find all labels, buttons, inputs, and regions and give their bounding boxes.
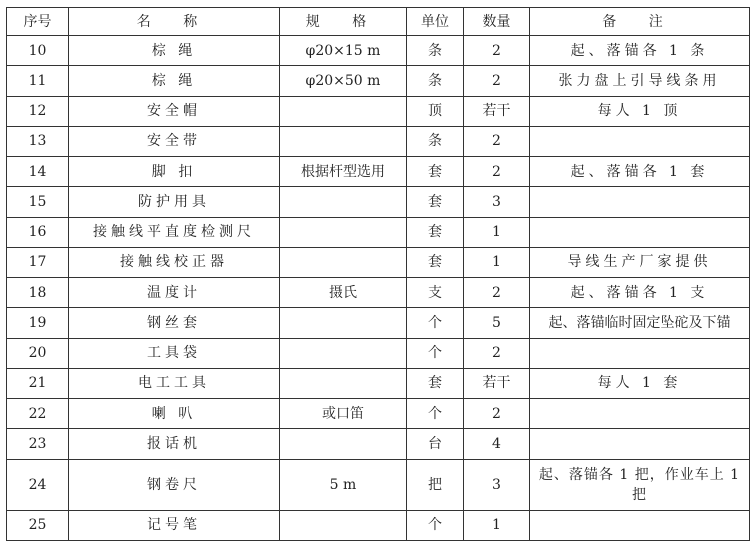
cell-unit: 套: [407, 247, 464, 277]
cell-no: 21: [7, 368, 69, 398]
cell-unit: 支: [407, 278, 464, 308]
cell-spec: [280, 126, 407, 156]
cell-note: [530, 510, 750, 540]
cell-qty: 2: [464, 126, 530, 156]
table-row: [7, 187, 750, 217]
cell-note: [530, 429, 750, 459]
cell-spec: [280, 429, 407, 459]
header-qty: 数量: [464, 8, 530, 36]
table-row: [7, 429, 750, 459]
cell-no: 15: [7, 187, 69, 217]
cell-note: [530, 126, 750, 156]
cell-no: 23: [7, 429, 69, 459]
table-row: [7, 66, 750, 96]
header-row: [7, 8, 750, 36]
table-row: [7, 126, 750, 156]
cell-no: 25: [7, 510, 69, 540]
cell-note: [530, 338, 750, 368]
cell-name: 钢卷尺: [69, 459, 280, 510]
cell-name: 温度计: [69, 278, 280, 308]
header-no: 序号: [7, 8, 69, 36]
table-row: [7, 510, 750, 540]
cell-qty: 3: [464, 459, 530, 510]
cell-no: 17: [7, 247, 69, 277]
cell-name: 棕 绳: [69, 36, 280, 66]
cell-note: [530, 217, 750, 247]
cell-name: 安全带: [69, 126, 280, 156]
equipment-table: [6, 7, 750, 541]
cell-spec: 根据杆型选用: [280, 157, 407, 187]
cell-qty: 若干: [464, 96, 530, 126]
cell-note: 起、落锚临时固定坠砣及下锚: [530, 308, 750, 338]
cell-note: 起、落锚各 1 套: [530, 157, 750, 187]
cell-spec: [280, 96, 407, 126]
cell-name: 记号笔: [69, 510, 280, 540]
cell-name: 喇 叭: [69, 399, 280, 429]
cell-spec: [280, 217, 407, 247]
table-row: [7, 36, 750, 66]
cell-unit: 顶: [407, 96, 464, 126]
cell-unit: 套: [407, 217, 464, 247]
cell-unit: 个: [407, 308, 464, 338]
cell-qty: 1: [464, 217, 530, 247]
cell-spec: 摄氏: [280, 278, 407, 308]
cell-no: 12: [7, 96, 69, 126]
cell-unit: 条: [407, 66, 464, 96]
cell-qty: 5: [464, 308, 530, 338]
cell-no: 14: [7, 157, 69, 187]
cell-qty: 2: [464, 399, 530, 429]
cell-spec: 5 m: [280, 459, 407, 510]
cell-spec: [280, 338, 407, 368]
cell-no: 10: [7, 36, 69, 66]
table-row: [7, 368, 750, 398]
table-row: [7, 308, 750, 338]
cell-unit: 条: [407, 36, 464, 66]
cell-no: 19: [7, 308, 69, 338]
cell-note: 导线生产厂家提供: [530, 247, 750, 277]
cell-no: 11: [7, 66, 69, 96]
cell-unit: 套: [407, 157, 464, 187]
cell-note: 起、落锚各 1 把，作业车上 1 把: [530, 459, 750, 510]
cell-spec: [280, 247, 407, 277]
cell-unit: 个: [407, 510, 464, 540]
cell-note: 张力盘上引导线条用: [530, 66, 750, 96]
header-name: 名 称: [69, 8, 280, 36]
cell-qty: 1: [464, 510, 530, 540]
cell-unit: 个: [407, 399, 464, 429]
cell-qty: 2: [464, 36, 530, 66]
cell-qty: 2: [464, 157, 530, 187]
cell-unit: 套: [407, 368, 464, 398]
table-row: [7, 96, 750, 126]
cell-name: 脚 扣: [69, 157, 280, 187]
cell-note: 起、落锚各 1 支: [530, 278, 750, 308]
cell-no: 13: [7, 126, 69, 156]
cell-unit: 套: [407, 187, 464, 217]
cell-name: 棕 绳: [69, 66, 280, 96]
cell-unit: 条: [407, 126, 464, 156]
cell-note: 每人 1 套: [530, 368, 750, 398]
cell-spec: [280, 510, 407, 540]
table-row: [7, 217, 750, 247]
cell-note: 每人 1 顶: [530, 96, 750, 126]
cell-note: [530, 187, 750, 217]
cell-spec: [280, 308, 407, 338]
cell-no: 22: [7, 399, 69, 429]
cell-no: 24: [7, 459, 69, 510]
cell-unit: 把: [407, 459, 464, 510]
cell-qty: 若干: [464, 368, 530, 398]
cell-spec: [280, 187, 407, 217]
table-row: [7, 247, 750, 277]
cell-name: 电工工具: [69, 368, 280, 398]
cell-name: 报话机: [69, 429, 280, 459]
cell-no: 16: [7, 217, 69, 247]
cell-name: 工具袋: [69, 338, 280, 368]
table-row: [7, 399, 750, 429]
cell-spec: [280, 368, 407, 398]
table-row: [7, 338, 750, 368]
cell-unit: 个: [407, 338, 464, 368]
header-spec: 规 格: [280, 8, 407, 36]
cell-qty: 2: [464, 66, 530, 96]
cell-name: 钢丝套: [69, 308, 280, 338]
cell-note: 起、落锚各 1 条: [530, 36, 750, 66]
header-unit: 单位: [407, 8, 464, 36]
cell-spec: 或口笛: [280, 399, 407, 429]
cell-qty: 2: [464, 278, 530, 308]
cell-name: 接触线校正器: [69, 247, 280, 277]
table-row: [7, 459, 750, 510]
cell-no: 18: [7, 278, 69, 308]
cell-note: [530, 399, 750, 429]
cell-qty: 4: [464, 429, 530, 459]
cell-no: 20: [7, 338, 69, 368]
cell-spec: φ20×15 m: [280, 36, 407, 66]
header-note: 备 注: [530, 8, 750, 36]
table-row: [7, 278, 750, 308]
cell-qty: 3: [464, 187, 530, 217]
cell-name: 安全帽: [69, 96, 280, 126]
cell-qty: 1: [464, 247, 530, 277]
cell-spec: φ20×50 m: [280, 66, 407, 96]
cell-unit: 台: [407, 429, 464, 459]
table-row: [7, 157, 750, 187]
cell-qty: 2: [464, 338, 530, 368]
cell-name: 接触线平直度检测尺: [69, 217, 280, 247]
cell-name: 防护用具: [69, 187, 280, 217]
